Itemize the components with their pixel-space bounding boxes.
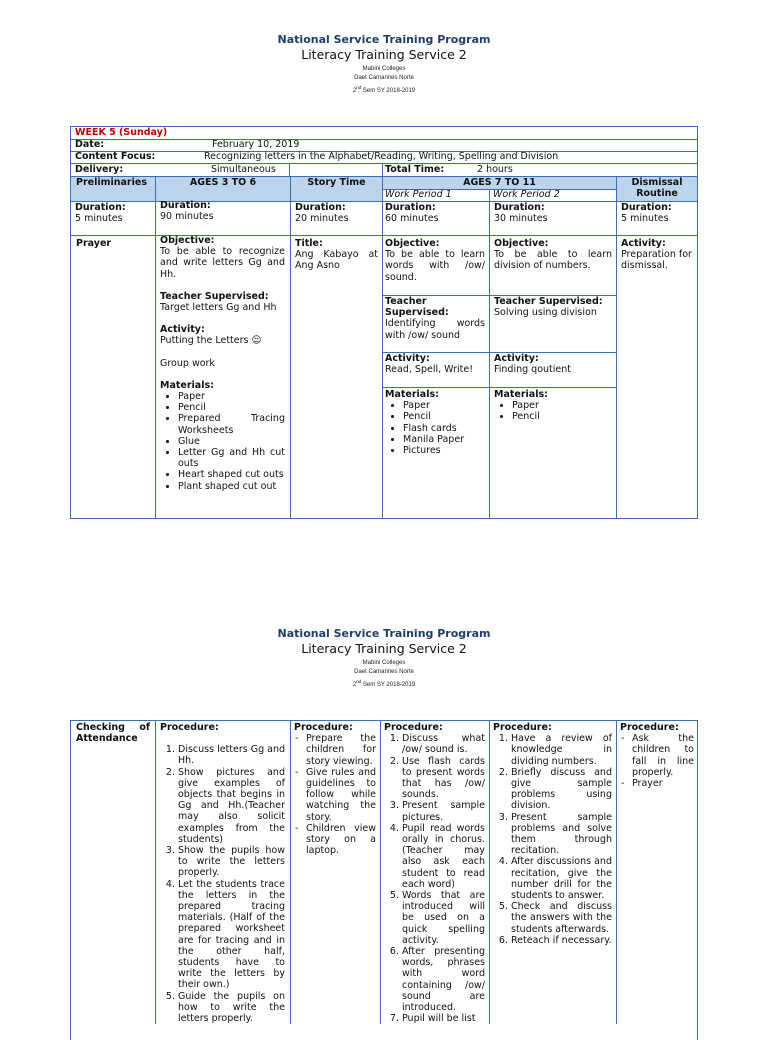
duration-wp1: Duration: 60 minutes	[385, 202, 439, 225]
col-dismissal: Dismissal Routine	[631, 177, 683, 200]
ages-3-6-details: Objective: To be able to recognize and write letters Gg and Hh. Teacher Supervised: Target letters Gg and Hh Activity: Putting the Letters ☺ Group work Materials: • Paper • Pencil • Prepared Tracing Worksheets • Glue • Letter Gg and Hh cut outs • Heart shaped cut outs • Plant shaped cut out	[160, 235, 285, 492]
wp1-activity: Activity: Read, Spell, Write!	[385, 353, 474, 376]
duration-wp2: Duration: 30 minutes	[494, 202, 548, 225]
wp2-activity: Activity: Finding qoutient	[494, 353, 571, 376]
col-ages-3-6: AGES 3 TO 6	[189, 177, 257, 188]
program-title: National Service Training Program	[277, 627, 491, 640]
service-title: Literacy Training Service 2	[301, 47, 467, 62]
prelim-prayer: Prayer	[76, 238, 112, 249]
school-location: Daet Camarines Norte	[354, 75, 414, 81]
col-preliminaries: Preliminaries	[76, 177, 147, 188]
content-focus-value: Recognizing letters in the Alphabet/Reading, Writing, Spelling and Division	[204, 151, 559, 162]
duration-story: Duration: 20 minutes	[295, 202, 349, 225]
semester: 2nd Sem SY 2018-2019	[352, 85, 416, 94]
school-name: Mabini Colleges	[362, 660, 406, 666]
wp2-teacher: Teacher Supervised: Solving using division	[494, 296, 603, 319]
total-time-label: Total Time:	[385, 164, 445, 175]
duration-ages-3-6: Duration: 90 minutes	[160, 200, 214, 223]
dismissal-details: Activity: Preparation for dismissal.	[621, 238, 692, 272]
program-title: National Service Training Program	[277, 33, 491, 46]
col-work-period-1: Work Period 1	[385, 189, 452, 200]
date-label: Date:	[75, 139, 105, 150]
page2-header	[0, 627, 768, 690]
duration-preliminaries: Duration: 5 minutes	[75, 202, 126, 225]
wp1-objective: Objective: To be able to learn words with /ow/ sound.	[385, 238, 485, 283]
col-work-period-2: Work Period 2	[493, 189, 560, 200]
procedure-story: Procedure: - Prepare the children for story viewing. - Give rules and guidelines to follow while watching the story. - Children view story on a laptop.	[294, 722, 376, 856]
page-header	[0, 33, 768, 96]
date-value: February 10, 2019	[212, 139, 300, 150]
ages-3-6-materials: • Paper • Pencil • Prepared Tracing Worksheets • Glue • Letter Gg and Hh cut outs • Heart shaped cut outs • Plant shaped cut out	[160, 391, 285, 492]
wp1-materials: Materials: • Paper • Pencil • Flash cards • Manila Paper • Pictures	[385, 389, 485, 456]
semester: 2nd Sem SY 2018-2019	[352, 679, 416, 688]
week-label: WEEK 5 (Sunday)	[75, 127, 168, 138]
duration-dismissal: Duration: 5 minutes	[621, 202, 672, 225]
school-name: Mabini Colleges	[362, 66, 406, 72]
col-story-time: Story Time	[307, 177, 366, 188]
wp2-materials: Materials: • Paper • Pencil	[494, 389, 612, 423]
total-time-value: 2 hours	[477, 164, 513, 175]
checking-attendance: Checking of Attendance	[76, 722, 150, 745]
procedure-wp2: Procedure: 1. Have a review of knowledge in dividing numbers. 2. Briefly discuss and give sample problems using division. 3. Present sample problems and solve them through recitation. 4. After discussions and recitation, give the number drill for the students to answer. 5. Check and discuss the answers with the students afterwards. 6. Reteach if necessary.	[493, 722, 612, 946]
wp2-objective: Objective: To be able to learn division of numbers.	[494, 238, 612, 272]
procedure-wp1: Procedure: 1. Discuss what /ow/ sound is. 2. Use flash cards to present words that has /ow/ sounds. 3. Present sample pictures. 4. Pupil read words orally in chorus. (Teacher may also ask each student to read each word) 5. Words that are introduced will be used on a quick spelling activity. 6. After presenting words, phrases with word containing /ow/ sound are introduced. 7. Pupil will be list	[384, 722, 485, 1024]
delivery-label: Delivery:	[75, 164, 124, 175]
content-focus-label: Content Focus:	[75, 151, 156, 162]
col-ages-7-11: AGES 7 TO 11	[463, 177, 536, 188]
procedure-dismissal: Procedure: - Ask the children to fall in line properly. - Prayer	[620, 722, 694, 789]
delivery-value: Simultaneous	[211, 164, 276, 175]
service-title: Literacy Training Service 2	[301, 641, 467, 656]
wp1-teacher: Teacher Supervised: Identifying words with /ow/ sound	[385, 296, 485, 341]
procedure-ages-3-6: Procedure: 1. Discuss letters Gg and Hh. 2. Show pictures and give examples of objects that begins in Gg and Hh.(Teacher may also solicit examples from the students) 3. Show the pupils how to write the letters properly. 4. Let the students trace the letters in the prepared tracing materials. (Half of the prepared worksheet are for tracing and in the other half, students have to write the letters by their own.) 5. Guide the pupils on how to write the letters properly.	[160, 722, 285, 1024]
story-details: Title: Ang Kabayo at Ang Asno	[295, 238, 378, 272]
school-location: Daet Camarines Norte	[354, 669, 414, 675]
